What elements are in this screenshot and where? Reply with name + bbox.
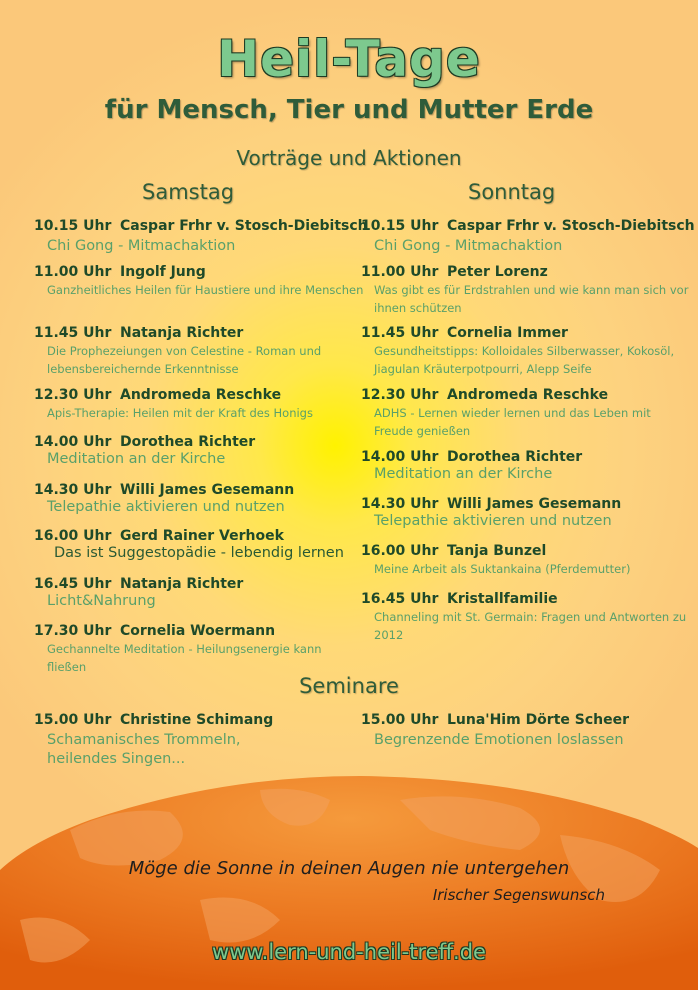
schedule-entry <box>34 264 364 299</box>
entry-time: 14.30 Uhr <box>361 496 439 512</box>
entry-speaker: Kristallfamilie <box>447 591 558 607</box>
entry-description: Telepathie aktivieren und nutzen <box>374 513 612 529</box>
entry-description: Die Prophezeiungen von Celestine - Roman und lebensbereichernde Erkenntnisse <box>47 344 322 376</box>
entry-speaker: Gerd Rainer Verhoek <box>120 528 284 544</box>
page-subtitle: für Mensch, Tier und Mutter Erde <box>104 95 594 125</box>
schedule-entry <box>34 387 364 422</box>
entry-time: 15.00 Uhr <box>34 712 112 728</box>
schedule-entry <box>361 387 691 440</box>
schedule-entry <box>34 528 364 563</box>
entry-time: 11.00 Uhr <box>34 264 112 280</box>
entry-description: Channeling mit St. Germain: Fragen und Antworten zu 2012 <box>374 610 687 642</box>
entry-description: ADHS - Lernen wieder lernen und das Leben mit Freude genießen <box>374 406 651 438</box>
seminar-entry-saturday <box>34 712 364 769</box>
entry-description: Das ist Suggestopädie - lebendig lernen <box>54 545 344 561</box>
entry-speaker: Cornelia Immer <box>447 325 568 341</box>
entry-time: 10.15 Uhr <box>34 218 112 234</box>
entry-description: Schamanisches Trommeln, heilendes Singen... <box>47 732 241 767</box>
entry-description: Meine Arbeit als Suktankaina (Pferdemutter) <box>374 562 631 576</box>
website-url: www.lern-und-heil-treff.de <box>212 940 486 964</box>
entry-speaker: Luna'Him Dörte Scheer <box>447 712 630 728</box>
entry-description: Gechannelte Meditation - Heilungsenergie kann fließen <box>47 642 322 674</box>
entry-description: Chi Gong - Mitmachaktion <box>47 238 236 254</box>
schedule-entry <box>361 264 691 317</box>
entry-time: 12.30 Uhr <box>34 387 112 403</box>
schedule-entry <box>34 434 364 469</box>
entry-time: 16.45 Uhr <box>34 576 112 592</box>
entry-speaker: Peter Lorenz <box>447 264 548 280</box>
schedule-entry <box>34 218 368 256</box>
entry-speaker: Willi James Gesemann <box>120 482 295 498</box>
entry-description: Ganzheitliches Heilen für Haustiere und ihre Menschen <box>47 283 364 297</box>
entry-time: 12.30 Uhr <box>361 387 439 403</box>
entry-speaker: Tanja Bunzel <box>447 543 547 559</box>
entry-time: 16.00 Uhr <box>34 528 112 544</box>
entry-speaker: Christine Schimang <box>120 712 274 728</box>
schedule-entry <box>361 449 691 484</box>
entry-time: 11.45 Uhr <box>361 325 439 341</box>
entry-time: 16.45 Uhr <box>361 591 439 607</box>
entry-speaker: Andromeda Reschke <box>447 387 609 403</box>
entry-description: Begrenzende Emotionen loslassen <box>374 732 624 748</box>
entry-description: Licht&Nahrung <box>47 593 156 609</box>
entry-description: Gesundheitstipps: Kolloidales Silberwasser, Kokosöl, Jiagulan Kräuterpotpourri, Alepp Seife <box>374 344 675 376</box>
entry-time: 17.30 Uhr <box>34 623 112 639</box>
blessing-quote: Möge die Sonne in deinen Augen nie untergehen <box>128 858 570 879</box>
entry-description: Chi Gong - Mitmachaktion <box>374 238 563 254</box>
schedule-entry <box>34 482 364 517</box>
entry-time: 11.00 Uhr <box>361 264 439 280</box>
entry-time: 11.45 Uhr <box>34 325 112 341</box>
entry-description: Was gibt es für Erdstrahlen und wie kann man sich vor ihnen schützen <box>374 283 689 315</box>
schedule-entry <box>34 325 364 378</box>
section-heading-talks: Vorträge und Aktionen <box>236 146 462 170</box>
entry-speaker: Caspar Frhr v. Stosch-Diebitsch <box>120 218 368 234</box>
schedule-entry <box>361 496 691 531</box>
blessing-quote-source: Irischer Segenswunsch <box>432 886 605 904</box>
entry-speaker: Andromeda Reschke <box>120 387 282 403</box>
entry-speaker: Dorothea Richter <box>447 449 583 465</box>
entry-speaker: Cornelia Woermann <box>120 623 276 639</box>
schedule-entry <box>34 623 364 676</box>
entry-time: 14.30 Uhr <box>34 482 112 498</box>
day-heading-sunday: Sonntag <box>468 180 556 204</box>
seminar-entry-sunday <box>361 712 691 750</box>
entry-speaker: Dorothea Richter <box>120 434 256 450</box>
entry-speaker: Ingolf Jung <box>120 264 206 280</box>
schedule-entry <box>34 576 364 611</box>
entry-time: 14.00 Uhr <box>34 434 112 450</box>
entry-description: Telepathie aktivieren und nutzen <box>47 499 285 515</box>
entry-description: Apis-Therapie: Heilen mit der Kraft des Honigs <box>47 406 313 420</box>
entry-speaker: Natanja Richter <box>120 576 244 592</box>
page-title: Heil-Tage <box>217 30 481 88</box>
schedule-entry <box>361 543 691 578</box>
entry-time: 15.00 Uhr <box>361 712 439 728</box>
section-heading-seminars: Seminare <box>299 674 399 698</box>
entry-speaker: Caspar Frhr v. Stosch-Diebitsch <box>447 218 695 234</box>
schedule-entry <box>361 218 695 256</box>
entry-description: Meditation an der Kirche <box>47 451 226 467</box>
entry-speaker: Willi James Gesemann <box>447 496 622 512</box>
entry-time: 10.15 Uhr <box>361 218 439 234</box>
schedule-entry <box>361 591 691 644</box>
entry-time: 14.00 Uhr <box>361 449 439 465</box>
day-heading-saturday: Samstag <box>142 180 235 204</box>
schedule-entry <box>361 325 691 378</box>
entry-description: Meditation an der Kirche <box>374 466 553 482</box>
entry-speaker: Natanja Richter <box>120 325 244 341</box>
entry-time: 16.00 Uhr <box>361 543 439 559</box>
